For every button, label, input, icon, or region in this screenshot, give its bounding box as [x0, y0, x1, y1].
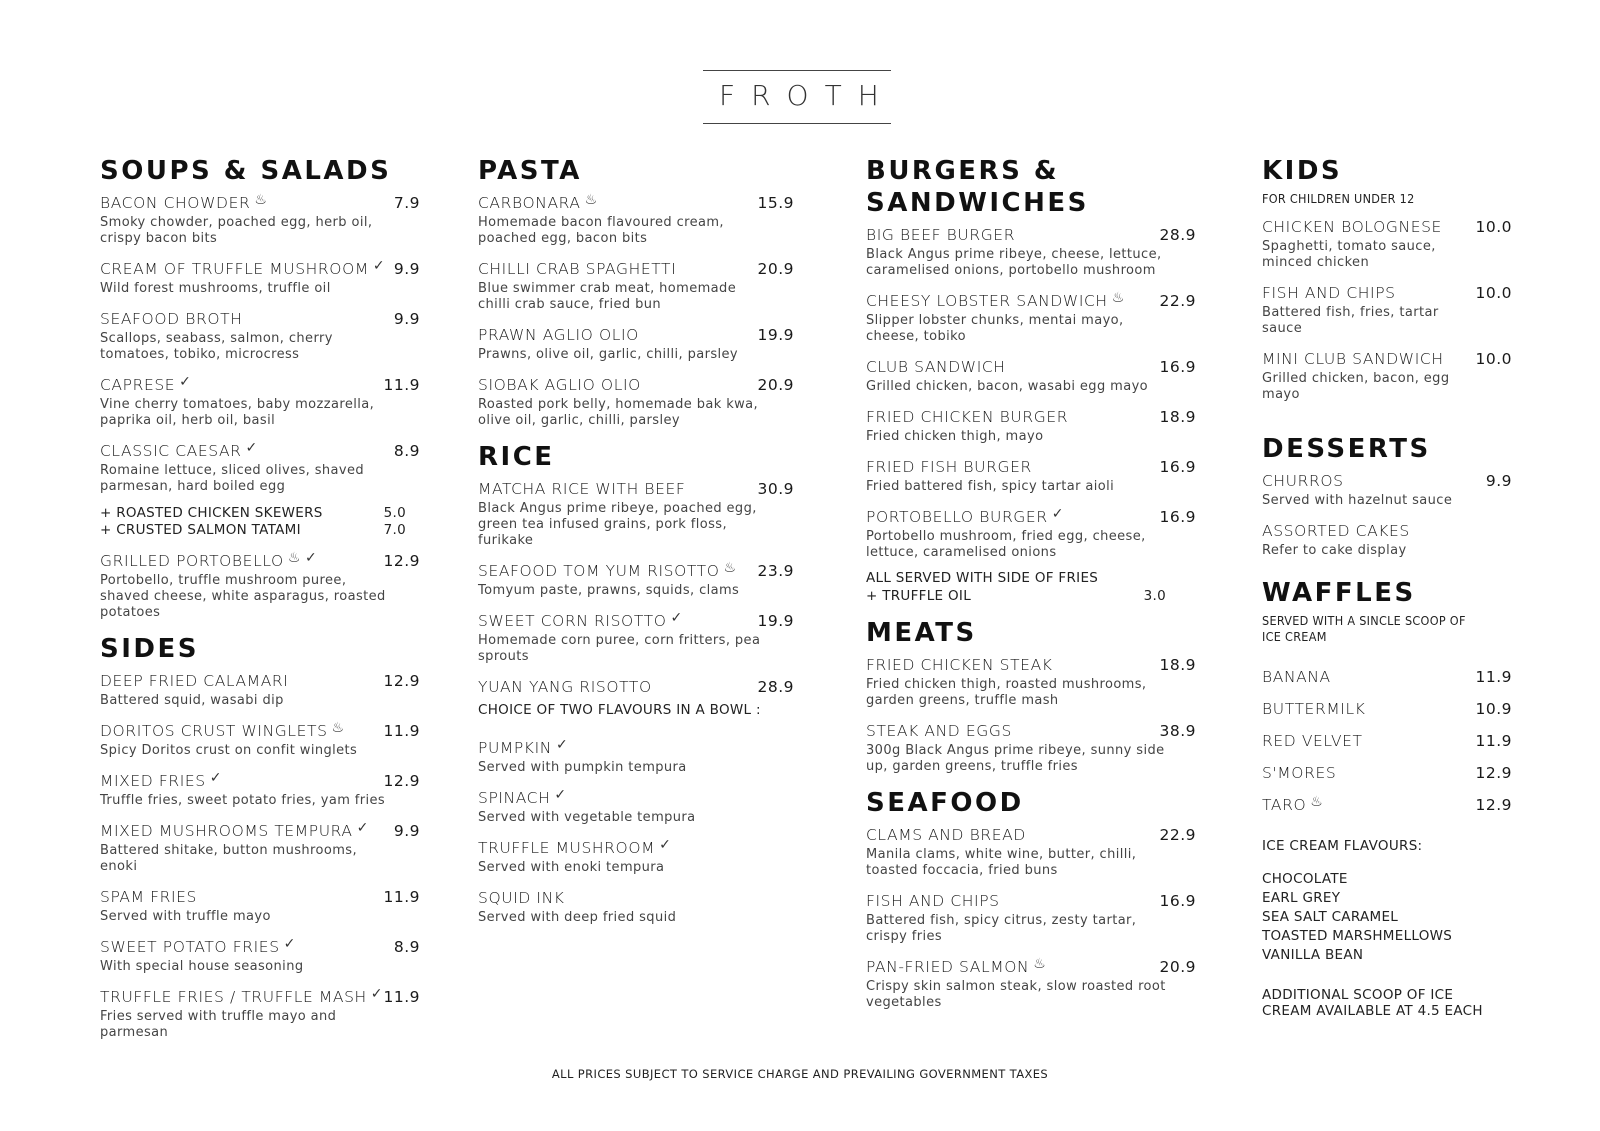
kids-list: [1262, 217, 1512, 403]
item-description: Fries served with truffle mayo and parmesan: [100, 1009, 337, 1040]
item-description: Truffle fries, sweet potato fries, yam fries: [100, 793, 386, 808]
vegetarian-leaf-icon: [1052, 509, 1064, 519]
vegetarian-leaf-icon: [371, 989, 383, 999]
item-price: 38.9: [1159, 722, 1196, 740]
item-name: CHILLI CRAB SPAGHETTI: [478, 260, 677, 278]
item-description: Homemade bacon flavoured cream, poached egg, bacon bits: [478, 215, 724, 246]
item-name: MATCHA RICE WITH BEEF: [478, 480, 686, 498]
item-description: Grilled chicken, bacon, wasabi egg mayo: [866, 379, 1149, 394]
kids-subtitle: FOR CHILDREN UNDER 12: [1262, 191, 1415, 206]
item-name: SEAFOOD TOM YUM RISOTTO: [478, 562, 720, 580]
item-price: 28.9: [1159, 226, 1196, 244]
menu-item: [478, 561, 794, 599]
item-description: Portobello, truffle mushroom puree, shaved cheese, white asparagus, roasted potatoes: [100, 573, 386, 620]
menu-item: [100, 441, 420, 495]
vegetarian-leaf-icon: [305, 553, 317, 563]
item-name: SQUID INK: [478, 889, 565, 907]
item-price: 9.9: [393, 310, 420, 328]
chef-hat-icon: [1310, 797, 1323, 807]
item-price: 10.0: [1475, 218, 1512, 236]
menu-item: [100, 821, 420, 875]
item-name: MIXED MUSHROOMS TEMPURA: [100, 822, 353, 840]
item-price: 16.9: [1159, 892, 1196, 910]
addon-row: [100, 505, 420, 522]
brand-logo: FROTH: [703, 70, 891, 124]
addon-name: + ROASTED CHICKEN SKEWERS: [100, 505, 323, 521]
item-description: Slipper lobster chunks, mentai mayo, cheese, tobiko: [866, 313, 1124, 344]
menu-item: [100, 309, 420, 363]
item-price: 20.9: [757, 260, 794, 278]
section-title-waffles: WAFFLES: [1262, 578, 1416, 608]
item-price: 11.9: [1475, 732, 1512, 750]
menu-item: [478, 259, 794, 313]
item-description: Wild forest mushrooms, truffle oil: [100, 281, 331, 296]
item-price: 16.9: [1159, 458, 1196, 476]
item-description: Roasted pork belly, homemade bak kwa, olive oil, garlic, chilli, parsley: [478, 397, 759, 428]
item-name: CLASSIC CAESAR: [100, 442, 242, 460]
item-price: 7.9: [393, 194, 420, 212]
item-description: Served with deep fried squid: [478, 910, 677, 925]
addon-price: 5.0: [383, 505, 406, 521]
menu-item: [478, 193, 794, 247]
item-price: 8.9: [393, 442, 420, 460]
burgers-note-block: [866, 569, 1196, 605]
menu-item: [1262, 471, 1512, 509]
item-name: CLAMS AND BREAD: [866, 826, 1026, 844]
addon-row: [100, 522, 420, 539]
item-description: Fried chicken thigh, roasted mushrooms, garden greens, truffle mash: [866, 677, 1147, 708]
item-name: BACON CHOWDER: [100, 194, 251, 212]
menu-item: [1262, 283, 1512, 337]
ice-cream-flavours: [1262, 837, 1512, 1019]
item-price: 20.9: [1159, 958, 1196, 976]
item-description: Grilled chicken, bacon, egg mayo: [1262, 371, 1450, 402]
addon-row: [866, 588, 1196, 605]
item-price: 11.9: [1475, 668, 1512, 686]
chef-hat-icon: [724, 563, 737, 573]
item-name: SWEET POTATO FRIES: [100, 938, 280, 956]
item-name: CHICKEN BOLOGNESE: [1262, 218, 1442, 236]
waffles-list: [1262, 667, 1512, 815]
item-price: 16.9: [1159, 358, 1196, 376]
item-price: 20.9: [757, 376, 794, 394]
menu-item: [866, 357, 1196, 395]
item-price: 28.9: [757, 678, 794, 696]
flavour-item: TOASTED MARSHMELLOWS: [1262, 928, 1453, 944]
item-description: Served with vegetable tempura: [478, 810, 696, 825]
item-price: 19.9: [757, 326, 794, 344]
menu-item: [866, 407, 1196, 445]
item-price: 11.9: [383, 988, 420, 1006]
flavour-item: EARL GREY: [1262, 890, 1341, 906]
sides-list: [100, 671, 420, 1041]
item-name: SWEET CORN RISOTTO: [478, 612, 667, 630]
item-price: 19.9: [757, 612, 794, 630]
vegetarian-leaf-icon: [671, 613, 683, 623]
menu-item: [100, 551, 420, 621]
menu-item: [100, 771, 420, 809]
item-name: FRIED CHICKEN STEAK: [866, 656, 1053, 674]
item-price: 22.9: [1159, 826, 1196, 844]
flavour-item: SEA SALT CARAMEL: [1262, 909, 1399, 925]
flavour-item: VANILLA BEAN: [1262, 947, 1364, 963]
vegetarian-leaf-icon: [659, 840, 671, 850]
footer-note: ALL PRICES SUBJECT TO SERVICE CHARGE AND PREVAILING GOVERNMENT TAXES: [551, 1067, 1049, 1081]
vegetarian-leaf-icon: [556, 740, 568, 750]
item-name: CHURROS: [1262, 472, 1344, 490]
addon-name: + CRUSTED SALMON TATAMI: [100, 522, 301, 538]
column-3: [866, 155, 1196, 1023]
item-name: SPINACH: [478, 789, 551, 807]
meats-list: [866, 655, 1196, 775]
item-name: RED VELVET: [1262, 732, 1363, 750]
item-price: 9.9: [1485, 472, 1512, 490]
menu-item: [100, 887, 420, 925]
item-price: 10.9: [1475, 700, 1512, 718]
item-price: 22.9: [1159, 292, 1196, 310]
addon-price: 3.0: [1143, 588, 1166, 604]
menu-item: [100, 987, 420, 1041]
menu-item: [100, 193, 420, 247]
menu-item: [100, 375, 420, 429]
menu-item: [866, 891, 1196, 945]
item-name: PORTOBELLO BURGER: [866, 508, 1048, 526]
addon-name: + TRUFFLE OIL: [866, 588, 972, 604]
item-name: FRIED CHICKEN BURGER: [866, 408, 1069, 426]
item-price: 11.9: [383, 888, 420, 906]
section-title-rice: RICE: [478, 442, 555, 472]
vegetarian-leaf-icon: [246, 443, 258, 453]
vegetarian-leaf-icon: [210, 773, 222, 783]
menu-item: [1262, 731, 1512, 751]
vegetarian-leaf-icon: [554, 790, 566, 800]
item-price: 12.9: [1475, 796, 1512, 814]
item-description: Smoky chowder, poached egg, herb oil, crispy bacon bits: [100, 215, 373, 246]
menu-item: [478, 375, 794, 429]
item-description: Spaghetti, tomato sauce, minced chicken: [1262, 239, 1436, 270]
item-price: 18.9: [1159, 656, 1196, 674]
burgers-list: [866, 225, 1196, 561]
item-name: DORITOS CRUST WINGLETS: [100, 722, 328, 740]
item-price: 12.9: [383, 672, 420, 690]
item-description: Battered shitake, button mushrooms, enoki: [100, 843, 357, 874]
item-description: Black Angus prime ribeye, cheese, lettuce, caramelised onions, portobello mushroom: [866, 247, 1162, 278]
vegetarian-leaf-icon: [357, 823, 369, 833]
menu-item: [866, 655, 1196, 709]
item-name: MINI CLUB SANDWICH: [1262, 350, 1444, 368]
column-4: [1262, 155, 1512, 1019]
item-name: TRUFFLE MUSHROOM: [478, 839, 656, 857]
item-price: 16.9: [1159, 508, 1196, 526]
item-description: Battered squid, wasabi dip: [100, 693, 284, 708]
item-name: BUTTERMILK: [1262, 700, 1366, 718]
item-name: FISH AND CHIPS: [1262, 284, 1396, 302]
waffles-subtitle: SERVED WITH A SINCLE SCOOP OF ICE CREAM: [1262, 613, 1466, 644]
item-description: Homemade corn puree, corn fritters, pea sprouts: [478, 633, 761, 664]
item-name: DEEP FRIED CALAMARI: [100, 672, 289, 690]
item-name: CLUB SANDWICH: [866, 358, 1006, 376]
menu-item: [1262, 667, 1512, 687]
menu-item: [866, 457, 1196, 495]
section-title-soups: SOUPS & SALADS: [100, 156, 392, 186]
item-price: 30.9: [757, 480, 794, 498]
pasta-list: [478, 193, 794, 429]
item-description: Scallops, seabass, salmon, cherry tomatoes, tobiko, microcress: [100, 331, 333, 362]
item-description: Spicy Doritos crust on confit winglets: [100, 743, 358, 758]
item-price: 11.9: [383, 376, 420, 394]
menu-item-yuan-yang: [478, 677, 794, 720]
soups-list: [100, 193, 420, 495]
item-price: 11.9: [383, 722, 420, 740]
item-price: 12.9: [383, 552, 420, 570]
rice-list: [478, 479, 794, 665]
vegetarian-leaf-icon: [373, 261, 385, 271]
item-price: 8.9: [393, 938, 420, 956]
menu-item: [866, 225, 1196, 279]
item-description: Blue swimmer crab meat, homemade chilli crab sauce, fried bun: [478, 281, 737, 312]
item-name: GRILLED PORTOBELLO: [100, 552, 284, 570]
menu-item: [478, 838, 794, 876]
item-price: 12.9: [1475, 764, 1512, 782]
section-title-meats: MEATS: [866, 618, 977, 648]
item-description: Crispy skin salmon steak, slow roasted root vegetables: [866, 979, 1166, 1010]
menu-item: [478, 479, 794, 549]
section-title-burgers: BURGERS & SANDWICHES: [866, 156, 1089, 218]
menu-item: [478, 325, 794, 363]
burgers-note: ALL SERVED WITH SIDE OF FRIES: [866, 570, 1099, 586]
menu-item: [866, 507, 1196, 561]
item-name: STEAK AND EGGS: [866, 722, 1012, 740]
extra-scoop-note: ADDITIONAL SCOOP OF ICE CREAM AVAILABLE AT 4.5 EACH: [1262, 987, 1483, 1019]
item-name: CAPRESE: [100, 376, 176, 394]
item-description: Fried battered fish, spicy tartar aioli: [866, 479, 1115, 494]
item-name: ASSORTED CAKES: [1262, 522, 1410, 540]
item-name: BANANA: [1262, 668, 1331, 686]
item-price: 23.9: [757, 562, 794, 580]
item-name: MIXED FRIES: [100, 772, 206, 790]
section-title-sides: SIDES: [100, 634, 199, 664]
item-description: Battered fish, fries, tartar sauce: [1262, 305, 1439, 336]
chef-hat-icon: [1112, 293, 1125, 303]
item-name: TRUFFLE FRIES / TRUFFLE MASH: [100, 988, 367, 1006]
menu-item: [478, 788, 794, 826]
item-description: Served with truffle mayo: [100, 909, 271, 924]
menu-item: [100, 721, 420, 759]
item-description: Served with hazelnut sauce: [1262, 493, 1453, 508]
item-name: BIG BEEF BURGER: [866, 226, 1016, 244]
item-description: Manila clams, white wine, butter, chilli, toasted foccacia, fried buns: [866, 847, 1137, 878]
item-description: Refer to cake display: [1262, 543, 1407, 558]
menu-item: [866, 291, 1196, 345]
item-description: Tomyum paste, prawns, squids, clams: [478, 583, 740, 598]
item-name: SIOBAK AGLIO OLIO: [478, 376, 641, 394]
menu-item: [1262, 521, 1512, 559]
item-description: Romaine lettuce, sliced olives, shaved parmesan, hard boiled egg: [100, 463, 365, 494]
item-description: Battered fish, spicy citrus, zesty tartar, crispy fries: [866, 913, 1137, 944]
item-name: PRAWN AGLIO OLIO: [478, 326, 639, 344]
menu-item: [478, 888, 794, 926]
menu-item: [100, 259, 420, 297]
menu-item: [1262, 795, 1512, 815]
item-description: Black Angus prime ribeye, poached egg, green tea infused grains, pork floss, furikake: [478, 501, 757, 548]
chef-hat-icon: [1033, 959, 1046, 969]
column-2: [478, 155, 794, 938]
item-description: Portobello mushroom, fried egg, cheese, lettuce, caramelised onions: [866, 529, 1146, 560]
item-name: CREAM OF TRUFFLE MUSHROOM: [100, 260, 369, 278]
item-description: Served with pumpkin tempura: [478, 760, 687, 775]
item-name: SPAM FRIES: [100, 888, 197, 906]
item-price: 10.0: [1475, 350, 1512, 368]
menu-item: [1262, 349, 1512, 403]
item-price: 9.9: [393, 822, 420, 840]
menu-item: [100, 937, 420, 975]
item-description: 300g Black Angus prime ribeye, sunny side up, garden greens, truffle fries: [866, 743, 1165, 774]
item-price: 9.9: [393, 260, 420, 278]
menu-item: [866, 957, 1196, 1011]
item-price: 15.9: [757, 194, 794, 212]
soups-addons: [100, 505, 420, 539]
section-title-seafood: SEAFOOD: [866, 788, 1024, 818]
column-1: [100, 155, 420, 1053]
item-description: Vine cherry tomatoes, baby mozzarella, paprika oil, herb oil, basil: [100, 397, 375, 428]
item-name: YUAN YANG RISOTTO: [478, 678, 652, 696]
menu-item: [478, 738, 794, 776]
menu-item: [866, 721, 1196, 775]
item-name: CARBONARA: [478, 194, 581, 212]
seafood-list: [866, 825, 1196, 1011]
chef-hat-icon: [254, 195, 267, 205]
chef-hat-icon: [332, 723, 345, 733]
item-name: CHEESY LOBSTER SANDWICH: [866, 292, 1108, 310]
chef-hat-icon: [288, 553, 301, 563]
item-name: FISH AND CHIPS: [866, 892, 1000, 910]
item-price: 18.9: [1159, 408, 1196, 426]
menu-item: [100, 671, 420, 709]
menu-item: [478, 611, 794, 665]
item-price: 10.0: [1475, 284, 1512, 302]
flavours-title: ICE CREAM FLAVOURS:: [1262, 838, 1423, 854]
menu-item: [866, 825, 1196, 879]
item-name: TARO: [1262, 796, 1307, 814]
section-title-desserts: DESSERTS: [1262, 434, 1431, 464]
menu-item: [1262, 763, 1512, 783]
flavour-item: CHOCOLATE: [1262, 871, 1348, 887]
risotto-flavours: [478, 738, 794, 926]
item-name: S'MORES: [1262, 764, 1337, 782]
chef-hat-icon: [585, 195, 598, 205]
desserts-list: [1262, 471, 1512, 559]
soups-last: [100, 551, 420, 621]
item-name: PUMPKIN: [478, 739, 552, 757]
item-name: SEAFOOD BROTH: [100, 310, 243, 328]
item-price: 12.9: [383, 772, 420, 790]
section-title-kids: KIDS: [1262, 156, 1343, 186]
item-description: With special house seasoning: [100, 959, 304, 974]
menu-item: [1262, 217, 1512, 271]
item-name: PAN-FRIED SALMON: [866, 958, 1030, 976]
vegetarian-leaf-icon: [179, 377, 191, 387]
yuan-yang-note: CHOICE OF TWO FLAVOURS IN A BOWL :: [478, 702, 761, 718]
item-description: Prawns, olive oil, garlic, chilli, parsley: [478, 347, 739, 362]
vegetarian-leaf-icon: [284, 939, 296, 949]
item-description: Served with enoki tempura: [478, 860, 665, 875]
item-name: FRIED FISH BURGER: [866, 458, 1032, 476]
addon-price: 7.0: [383, 522, 406, 538]
section-title-pasta: PASTA: [478, 156, 582, 186]
menu-item: [1262, 699, 1512, 719]
item-description: Fried chicken thigh, mayo: [866, 429, 1044, 444]
